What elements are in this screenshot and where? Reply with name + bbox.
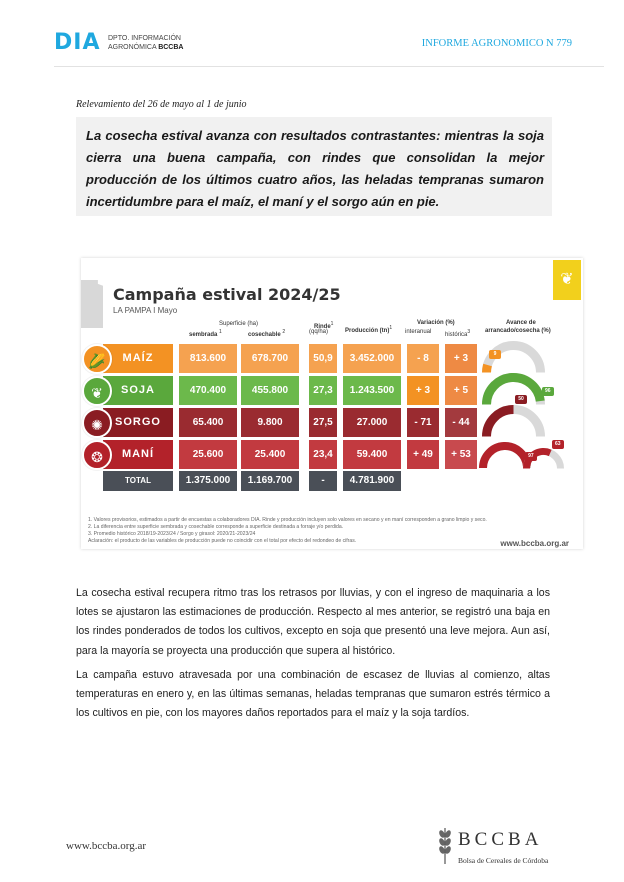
infographic-title: Campaña estival 2024/25 xyxy=(113,285,341,304)
rinde-value: 27,5 xyxy=(309,408,337,437)
historica-value: + 3 xyxy=(445,344,477,373)
la-pampa-map-icon xyxy=(81,280,103,328)
sembrada-value: 25.600 xyxy=(179,440,237,469)
soy-icon: ❦ xyxy=(82,376,112,406)
footer-url[interactable]: www.bccba.org.ar xyxy=(66,840,147,852)
total-row xyxy=(81,471,583,491)
interanual-value: + 3 xyxy=(407,376,439,405)
historica-value: + 5 xyxy=(445,376,477,405)
interanual-value: - 8 xyxy=(407,344,439,373)
total-sembrada: 1.375.000 xyxy=(179,471,237,491)
total-label: TOTAL xyxy=(103,471,173,491)
progress-label: 9 xyxy=(489,350,501,359)
total-rinde: - xyxy=(309,471,337,491)
corn-icon: 🌽 xyxy=(82,344,112,374)
paragraph-1: La cosecha estival recupera ritmo tras los retrasos por lluvias, y con el ingreso de maquinaria a los lotes se ajustaron las estimaciones de producción. Respecto al mes anterior, se registró una baja en los rindes ponderados de todos los cultivos, excepto en soja que presentó una leve mejora. Aun así, para la mayoría se proyecta una producción que supera al histórico. xyxy=(76,587,550,657)
progress-gauge-fill xyxy=(486,377,540,404)
footer-logo: BCCBA xyxy=(458,829,543,850)
header-avance: Avance de xyxy=(506,320,536,326)
header-divider xyxy=(54,66,604,67)
cosechable-value: 678.700 xyxy=(241,344,299,373)
interanual-value: + 49 xyxy=(407,440,439,469)
footer-org-name: Bolsa de Cereales de Córdoba xyxy=(458,856,549,865)
lead-summary: La cosecha estival avanza con resultados contrastantes: mientras la soja cierra una buena campaña, con rindes que consolidan la mejor producción de los últimos cuatro años, las heladas tempranas sumaron incertidumbre para el maíz, el maní y el sorgo aún en pie. xyxy=(76,117,552,216)
header-historica: histórica$^3$ xyxy=(445,329,471,338)
campaign-infographic xyxy=(81,258,583,549)
infographic-subtitle: LA PAMPA I Mayo xyxy=(113,306,178,315)
wheat-badge-icon: ❦ xyxy=(553,260,581,300)
progress-gauge-fill xyxy=(486,409,513,436)
sembrada-value: 65.400 xyxy=(179,408,237,437)
survey-period: Relevamiento del 26 de mayo al 1 de junio xyxy=(76,99,247,110)
total-produccion: 4.781.900 xyxy=(343,471,401,491)
crop-row xyxy=(81,440,583,469)
progress-gauge xyxy=(481,372,546,406)
header-variacion: Variación (%) xyxy=(417,320,455,326)
header-sembrada: sembrada $^1$ xyxy=(189,329,222,338)
progress-label: 96 xyxy=(542,387,554,396)
rinde-value: 27,3 xyxy=(309,376,337,405)
footnote-2: 2. La diferencia entre superficie sembrada y cosechable corresponde a superficie destinada a forraje y/o perdida. xyxy=(88,524,344,530)
crop-row xyxy=(81,396,583,437)
historica-value: + 53 xyxy=(445,440,477,469)
progress-gauge-fill xyxy=(483,446,527,468)
header-produccion: Producción (tn)$^1$ xyxy=(345,325,393,334)
header-interanual: interanual xyxy=(405,329,432,335)
cosechable-value: 25.400 xyxy=(241,440,299,469)
footnote-3: 3. Promedio histórico 2018/19-2023/24 / Sorgo y girasol: 2020/21-2023/24 xyxy=(88,531,256,537)
crop-name: SOJA xyxy=(103,376,173,405)
header-rinde: Rinde$^1$ xyxy=(314,321,334,330)
progress-label: 50 xyxy=(515,395,527,404)
progress-gauge xyxy=(481,404,546,438)
department-line-2: AGRONÓMICA BCCBA xyxy=(108,44,184,51)
crop-row xyxy=(81,344,583,373)
cosechable-value: 9.800 xyxy=(241,408,299,437)
sembrada-value: 813.600 xyxy=(179,344,237,373)
department-line-1: DPTO. INFORMACIÓN xyxy=(108,35,181,42)
report-number: INFORME AGRONOMICO N 779 xyxy=(421,38,572,49)
sembrada-value: 470.400 xyxy=(179,376,237,405)
rinde-value: 23,4 xyxy=(309,440,337,469)
total-cosechable: 1.169.700 xyxy=(241,471,299,491)
department-label xyxy=(108,34,183,52)
produccion-value: 59.400 xyxy=(343,440,401,469)
header-rinde-unit: (qq/ha) xyxy=(309,329,329,335)
footnote-1: 1. Valores provisorios, estimados a partir de encuestas a colaboradores DIA. Rinde y producción incluyen solo valores en secano y en maní corresponden a grano limpio y seco. xyxy=(88,517,487,523)
produccion-value: 1.243.500 xyxy=(343,376,401,405)
produccion-value: 27.000 xyxy=(343,408,401,437)
crop-name: SORGO xyxy=(103,408,173,437)
progress-label-secondary: 63 xyxy=(552,440,564,449)
infographic-url: www.bccba.org.ar xyxy=(500,539,569,548)
historica-value: - 44 xyxy=(445,408,477,437)
sorghum-icon: ✺ xyxy=(82,408,112,438)
dia-logo: DIA xyxy=(54,30,101,55)
header-cosechable: cosechable $^2$ xyxy=(248,329,286,338)
crop-name: MANÍ xyxy=(103,440,173,469)
crop-row xyxy=(81,376,583,405)
interanual-value: - 71 xyxy=(407,408,439,437)
cosechable-value: 455.800 xyxy=(241,376,299,405)
paragraph-2: La campaña estuvo atravesada por una combinación de escasez de lluvias al comienzo, altas temperaturas en enero y, en las últimas semanas, heladas tempranas que sumaron estrés térmico a los cultivos en pie, con los mayores daños reportados para el maíz y la soja tardíos. xyxy=(76,669,550,720)
progress-label: 97 xyxy=(525,452,537,461)
footnote-4: Aclaración: el producto de las variables de producción puede no coincidir con el total por efecto del redondeo de cifras. xyxy=(88,538,357,544)
peanut-icon: ❂ xyxy=(82,440,112,470)
produccion-value: 3.452.000 xyxy=(343,344,401,373)
header-avance-2: arrancado/cosecha (%) xyxy=(485,328,551,334)
crop-name: MAÍZ xyxy=(103,344,173,373)
rinde-value: 50,9 xyxy=(309,344,337,373)
wheat-logo-icon xyxy=(436,824,454,864)
header-superficie: Superficie (ha) xyxy=(219,321,259,327)
